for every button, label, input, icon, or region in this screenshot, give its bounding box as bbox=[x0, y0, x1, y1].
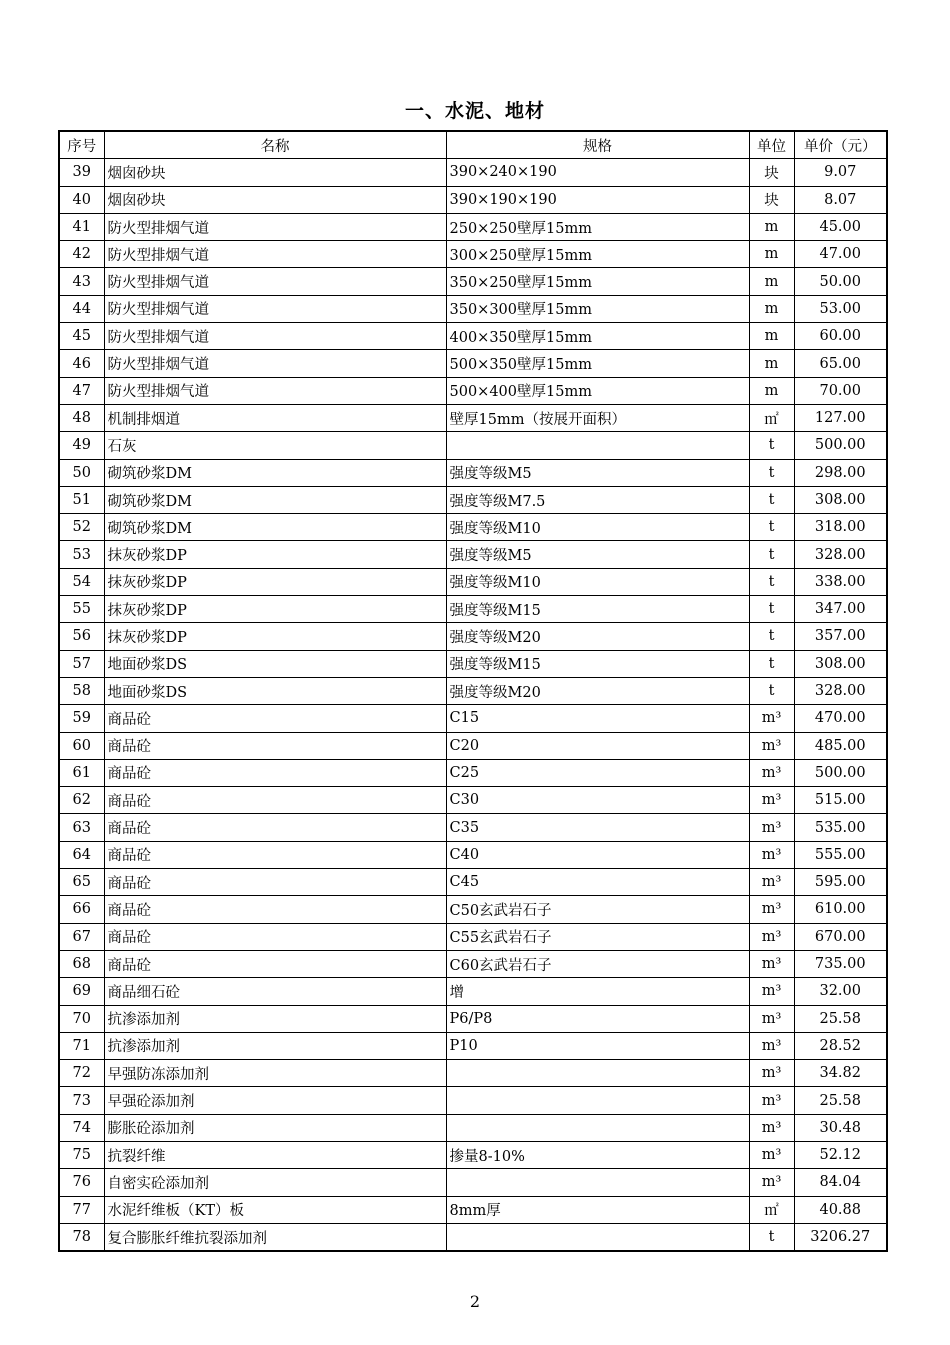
table-row bbox=[59, 268, 887, 295]
cell-unit: m bbox=[749, 268, 794, 295]
table-row bbox=[59, 841, 887, 868]
cell-no: 70 bbox=[59, 1005, 104, 1032]
cell-unit: m³ bbox=[749, 896, 794, 923]
cell-unit: ㎡ bbox=[749, 404, 794, 431]
cell-no: 51 bbox=[59, 486, 104, 513]
cell-no: 74 bbox=[59, 1114, 104, 1141]
cell-spec: C50玄武岩石子 bbox=[446, 896, 749, 923]
page-number: 2 bbox=[469, 1292, 481, 1311]
table-row bbox=[59, 814, 887, 841]
cell-no: 69 bbox=[59, 978, 104, 1005]
price-table bbox=[58, 130, 888, 1252]
cell-spec: 350×300壁厚15mm bbox=[446, 295, 749, 322]
table-header-row bbox=[59, 131, 887, 159]
table-row bbox=[59, 732, 887, 759]
table-row bbox=[59, 869, 887, 896]
cell-name: 商品砼 bbox=[104, 732, 446, 759]
table-row bbox=[59, 623, 887, 650]
cell-unit: m bbox=[749, 350, 794, 377]
table-row bbox=[59, 923, 887, 950]
cell-name: 抗裂纤维 bbox=[104, 1141, 446, 1168]
cell-name: 商品砼 bbox=[104, 841, 446, 868]
cell-name: 抗渗添加剂 bbox=[104, 1032, 446, 1059]
cell-unit: m³ bbox=[749, 759, 794, 786]
cell-name: 防火型排烟气道 bbox=[104, 268, 446, 295]
cell-unit: t bbox=[749, 432, 794, 459]
cell-name: 砌筑砂浆DM bbox=[104, 514, 446, 541]
cell-unit: m³ bbox=[749, 1169, 794, 1196]
cell-name: 商品砼 bbox=[104, 814, 446, 841]
cell-name: 商品砼 bbox=[104, 759, 446, 786]
cell-spec: 强度等级M5 bbox=[446, 541, 749, 568]
cell-unit: 块 bbox=[749, 186, 794, 213]
cell-price: 735.00 bbox=[794, 950, 887, 977]
cell-no: 50 bbox=[59, 459, 104, 486]
table-row bbox=[59, 159, 887, 186]
cell-spec: C60玄武岩石子 bbox=[446, 950, 749, 977]
cell-price: 595.00 bbox=[794, 869, 887, 896]
cell-price: 45.00 bbox=[794, 213, 887, 240]
cell-no: 76 bbox=[59, 1169, 104, 1196]
cell-name: 抹灰砂浆DP bbox=[104, 541, 446, 568]
table-row bbox=[59, 295, 887, 322]
cell-spec: 500×400壁厚15mm bbox=[446, 377, 749, 404]
cell-no: 53 bbox=[59, 541, 104, 568]
cell-spec: C45 bbox=[446, 869, 749, 896]
cell-name: 早强防冻添加剂 bbox=[104, 1060, 446, 1087]
cell-price: 30.48 bbox=[794, 1114, 887, 1141]
cell-price: 555.00 bbox=[794, 841, 887, 868]
cell-price: 84.04 bbox=[794, 1169, 887, 1196]
cell-no: 39 bbox=[59, 159, 104, 186]
cell-unit: m³ bbox=[749, 1005, 794, 1032]
cell-spec: 强度等级M10 bbox=[446, 568, 749, 595]
cell-name: 膨胀砼添加剂 bbox=[104, 1114, 446, 1141]
cell-name: 商品砼 bbox=[104, 950, 446, 977]
table-row bbox=[59, 486, 887, 513]
table-row bbox=[59, 1087, 887, 1114]
cell-no: 72 bbox=[59, 1060, 104, 1087]
cell-name: 防火型排烟气道 bbox=[104, 323, 446, 350]
cell-no: 60 bbox=[59, 732, 104, 759]
table-row bbox=[59, 596, 887, 623]
cell-spec: 350×250壁厚15mm bbox=[446, 268, 749, 295]
cell-spec bbox=[446, 432, 749, 459]
cell-spec: P6/P8 bbox=[446, 1005, 749, 1032]
cell-price: 535.00 bbox=[794, 814, 887, 841]
cell-name: 抹灰砂浆DP bbox=[104, 596, 446, 623]
cell-price: 515.00 bbox=[794, 787, 887, 814]
cell-price: 25.58 bbox=[794, 1005, 887, 1032]
cell-unit: m³ bbox=[749, 732, 794, 759]
cell-price: 32.00 bbox=[794, 978, 887, 1005]
cell-unit: m³ bbox=[749, 787, 794, 814]
cell-spec bbox=[446, 1169, 749, 1196]
table-row bbox=[59, 950, 887, 977]
cell-price: 347.00 bbox=[794, 596, 887, 623]
cell-name: 烟囱砂块 bbox=[104, 159, 446, 186]
cell-name: 地面砂浆DS bbox=[104, 650, 446, 677]
table-row bbox=[59, 1223, 887, 1251]
header-unit: 单位 bbox=[749, 131, 794, 159]
cell-price: 485.00 bbox=[794, 732, 887, 759]
table-row bbox=[59, 787, 887, 814]
cell-no: 68 bbox=[59, 950, 104, 977]
cell-price: 8.07 bbox=[794, 186, 887, 213]
table-row bbox=[59, 541, 887, 568]
cell-unit: m³ bbox=[749, 1032, 794, 1059]
cell-name: 砌筑砂浆DM bbox=[104, 459, 446, 486]
cell-spec: 强度等级M15 bbox=[446, 596, 749, 623]
cell-spec: C35 bbox=[446, 814, 749, 841]
cell-name: 商品细石砼 bbox=[104, 978, 446, 1005]
table-row bbox=[59, 1141, 887, 1168]
table-row bbox=[59, 514, 887, 541]
cell-price: 308.00 bbox=[794, 650, 887, 677]
cell-no: 41 bbox=[59, 213, 104, 240]
cell-no: 47 bbox=[59, 377, 104, 404]
table-row bbox=[59, 1060, 887, 1087]
cell-spec: 强度等级M20 bbox=[446, 677, 749, 704]
cell-name: 防火型排烟气道 bbox=[104, 377, 446, 404]
cell-price: 308.00 bbox=[794, 486, 887, 513]
page-title: 一、水泥、地材 bbox=[404, 100, 545, 122]
cell-unit: t bbox=[749, 486, 794, 513]
cell-price: 328.00 bbox=[794, 677, 887, 704]
table-row bbox=[59, 459, 887, 486]
cell-no: 56 bbox=[59, 623, 104, 650]
table-row bbox=[59, 650, 887, 677]
cell-spec: P10 bbox=[446, 1032, 749, 1059]
cell-no: 52 bbox=[59, 514, 104, 541]
cell-spec: 300×250壁厚15mm bbox=[446, 241, 749, 268]
cell-spec: 强度等级M15 bbox=[446, 650, 749, 677]
cell-name: 早强砼添加剂 bbox=[104, 1087, 446, 1114]
cell-spec: 掺量8-10% bbox=[446, 1141, 749, 1168]
header-no: 序号 bbox=[59, 131, 104, 159]
cell-no: 62 bbox=[59, 787, 104, 814]
table-row bbox=[59, 896, 887, 923]
cell-name: 商品砼 bbox=[104, 869, 446, 896]
cell-spec bbox=[446, 1060, 749, 1087]
cell-price: 50.00 bbox=[794, 268, 887, 295]
cell-spec: 强度等级M5 bbox=[446, 459, 749, 486]
table-row bbox=[59, 241, 887, 268]
cell-price: 357.00 bbox=[794, 623, 887, 650]
cell-price: 52.12 bbox=[794, 1141, 887, 1168]
cell-unit: t bbox=[749, 514, 794, 541]
cell-spec: 增 bbox=[446, 978, 749, 1005]
cell-spec: 390×240×190 bbox=[446, 159, 749, 186]
cell-spec: 壁厚15mm（按展开面积） bbox=[446, 404, 749, 431]
header-name: 名称 bbox=[104, 131, 446, 159]
cell-no: 61 bbox=[59, 759, 104, 786]
cell-price: 470.00 bbox=[794, 705, 887, 732]
table-row bbox=[59, 186, 887, 213]
table-row bbox=[59, 213, 887, 240]
cell-price: 127.00 bbox=[794, 404, 887, 431]
cell-name: 水泥纤维板（KT）板 bbox=[104, 1196, 446, 1223]
cell-unit: t bbox=[749, 1223, 794, 1251]
table-row bbox=[59, 1005, 887, 1032]
cell-no: 48 bbox=[59, 404, 104, 431]
table-row bbox=[59, 705, 887, 732]
table-row bbox=[59, 677, 887, 704]
cell-unit: ㎡ bbox=[749, 1196, 794, 1223]
cell-name: 防火型排烟气道 bbox=[104, 241, 446, 268]
cell-unit: m bbox=[749, 377, 794, 404]
cell-spec: 8mm厚 bbox=[446, 1196, 749, 1223]
cell-name: 砌筑砂浆DM bbox=[104, 486, 446, 513]
cell-no: 77 bbox=[59, 1196, 104, 1223]
cell-unit: m³ bbox=[749, 1087, 794, 1114]
table-row bbox=[59, 377, 887, 404]
cell-spec: C55玄武岩石子 bbox=[446, 923, 749, 950]
header-price: 单价（元） bbox=[794, 131, 887, 159]
cell-name: 复合膨胀纤维抗裂添加剂 bbox=[104, 1223, 446, 1251]
cell-no: 44 bbox=[59, 295, 104, 322]
cell-unit: m bbox=[749, 241, 794, 268]
cell-price: 47.00 bbox=[794, 241, 887, 268]
cell-name: 抗渗添加剂 bbox=[104, 1005, 446, 1032]
cell-price: 298.00 bbox=[794, 459, 887, 486]
cell-spec: 强度等级M7.5 bbox=[446, 486, 749, 513]
cell-unit: m³ bbox=[749, 978, 794, 1005]
cell-unit: m³ bbox=[749, 705, 794, 732]
cell-price: 65.00 bbox=[794, 350, 887, 377]
cell-spec: 500×350壁厚15mm bbox=[446, 350, 749, 377]
cell-price: 3206.27 bbox=[794, 1223, 887, 1251]
cell-price: 25.58 bbox=[794, 1087, 887, 1114]
cell-name: 防火型排烟气道 bbox=[104, 213, 446, 240]
table-row bbox=[59, 1032, 887, 1059]
cell-name: 地面砂浆DS bbox=[104, 677, 446, 704]
cell-no: 40 bbox=[59, 186, 104, 213]
cell-price: 338.00 bbox=[794, 568, 887, 595]
cell-price: 53.00 bbox=[794, 295, 887, 322]
cell-spec: C40 bbox=[446, 841, 749, 868]
cell-spec: C15 bbox=[446, 705, 749, 732]
cell-price: 500.00 bbox=[794, 759, 887, 786]
cell-unit: t bbox=[749, 650, 794, 677]
table-row bbox=[59, 978, 887, 1005]
cell-name: 石灰 bbox=[104, 432, 446, 459]
cell-spec: C25 bbox=[446, 759, 749, 786]
cell-no: 75 bbox=[59, 1141, 104, 1168]
table-row bbox=[59, 350, 887, 377]
cell-spec: 强度等级M10 bbox=[446, 514, 749, 541]
cell-spec bbox=[446, 1223, 749, 1251]
cell-name: 抹灰砂浆DP bbox=[104, 623, 446, 650]
cell-spec: 强度等级M20 bbox=[446, 623, 749, 650]
cell-name: 抹灰砂浆DP bbox=[104, 568, 446, 595]
cell-no: 55 bbox=[59, 596, 104, 623]
cell-unit: t bbox=[749, 677, 794, 704]
cell-price: 28.52 bbox=[794, 1032, 887, 1059]
cell-unit: m bbox=[749, 295, 794, 322]
cell-no: 78 bbox=[59, 1223, 104, 1251]
cell-spec bbox=[446, 1114, 749, 1141]
cell-name: 烟囱砂块 bbox=[104, 186, 446, 213]
cell-name: 商品砼 bbox=[104, 705, 446, 732]
table-row bbox=[59, 1169, 887, 1196]
cell-no: 67 bbox=[59, 923, 104, 950]
cell-no: 42 bbox=[59, 241, 104, 268]
cell-price: 328.00 bbox=[794, 541, 887, 568]
cell-no: 45 bbox=[59, 323, 104, 350]
cell-name: 商品砼 bbox=[104, 787, 446, 814]
cell-no: 66 bbox=[59, 896, 104, 923]
cell-no: 71 bbox=[59, 1032, 104, 1059]
table-body bbox=[59, 159, 887, 1251]
cell-no: 49 bbox=[59, 432, 104, 459]
cell-unit: t bbox=[749, 459, 794, 486]
cell-price: 670.00 bbox=[794, 923, 887, 950]
cell-price: 9.07 bbox=[794, 159, 887, 186]
table-row bbox=[59, 568, 887, 595]
cell-spec: 250×250壁厚15mm bbox=[446, 213, 749, 240]
cell-unit: m³ bbox=[749, 1114, 794, 1141]
cell-no: 63 bbox=[59, 814, 104, 841]
table-row bbox=[59, 1196, 887, 1223]
cell-unit: m bbox=[749, 213, 794, 240]
cell-unit: t bbox=[749, 623, 794, 650]
cell-price: 40.88 bbox=[794, 1196, 887, 1223]
cell-spec: C30 bbox=[446, 787, 749, 814]
cell-name: 自密实砼添加剂 bbox=[104, 1169, 446, 1196]
table-row bbox=[59, 404, 887, 431]
cell-unit: t bbox=[749, 596, 794, 623]
table-row bbox=[59, 1114, 887, 1141]
cell-unit: m bbox=[749, 323, 794, 350]
cell-unit: t bbox=[749, 541, 794, 568]
cell-no: 43 bbox=[59, 268, 104, 295]
cell-unit: m³ bbox=[749, 1060, 794, 1087]
table-row bbox=[59, 323, 887, 350]
cell-no: 57 bbox=[59, 650, 104, 677]
cell-no: 59 bbox=[59, 705, 104, 732]
cell-no: 65 bbox=[59, 869, 104, 896]
table-row bbox=[59, 759, 887, 786]
cell-unit: m³ bbox=[749, 1141, 794, 1168]
cell-name: 防火型排烟气道 bbox=[104, 295, 446, 322]
cell-price: 34.82 bbox=[794, 1060, 887, 1087]
cell-name: 防火型排烟气道 bbox=[104, 350, 446, 377]
cell-price: 500.00 bbox=[794, 432, 887, 459]
cell-no: 58 bbox=[59, 677, 104, 704]
cell-no: 64 bbox=[59, 841, 104, 868]
cell-unit: m³ bbox=[749, 841, 794, 868]
cell-name: 商品砼 bbox=[104, 896, 446, 923]
cell-unit: m³ bbox=[749, 814, 794, 841]
cell-price: 318.00 bbox=[794, 514, 887, 541]
cell-unit: m³ bbox=[749, 869, 794, 896]
cell-spec: 390×190×190 bbox=[446, 186, 749, 213]
cell-unit: t bbox=[749, 568, 794, 595]
cell-spec: 400×350壁厚15mm bbox=[446, 323, 749, 350]
cell-spec: C20 bbox=[446, 732, 749, 759]
cell-no: 54 bbox=[59, 568, 104, 595]
cell-no: 46 bbox=[59, 350, 104, 377]
cell-price: 60.00 bbox=[794, 323, 887, 350]
header-spec: 规格 bbox=[446, 131, 749, 159]
cell-spec bbox=[446, 1087, 749, 1114]
table-row bbox=[59, 432, 887, 459]
cell-unit: m³ bbox=[749, 950, 794, 977]
cell-price: 70.00 bbox=[794, 377, 887, 404]
cell-unit: 块 bbox=[749, 159, 794, 186]
cell-price: 610.00 bbox=[794, 896, 887, 923]
cell-name: 商品砼 bbox=[104, 923, 446, 950]
cell-no: 73 bbox=[59, 1087, 104, 1114]
cell-name: 机制排烟道 bbox=[104, 404, 446, 431]
cell-unit: m³ bbox=[749, 923, 794, 950]
